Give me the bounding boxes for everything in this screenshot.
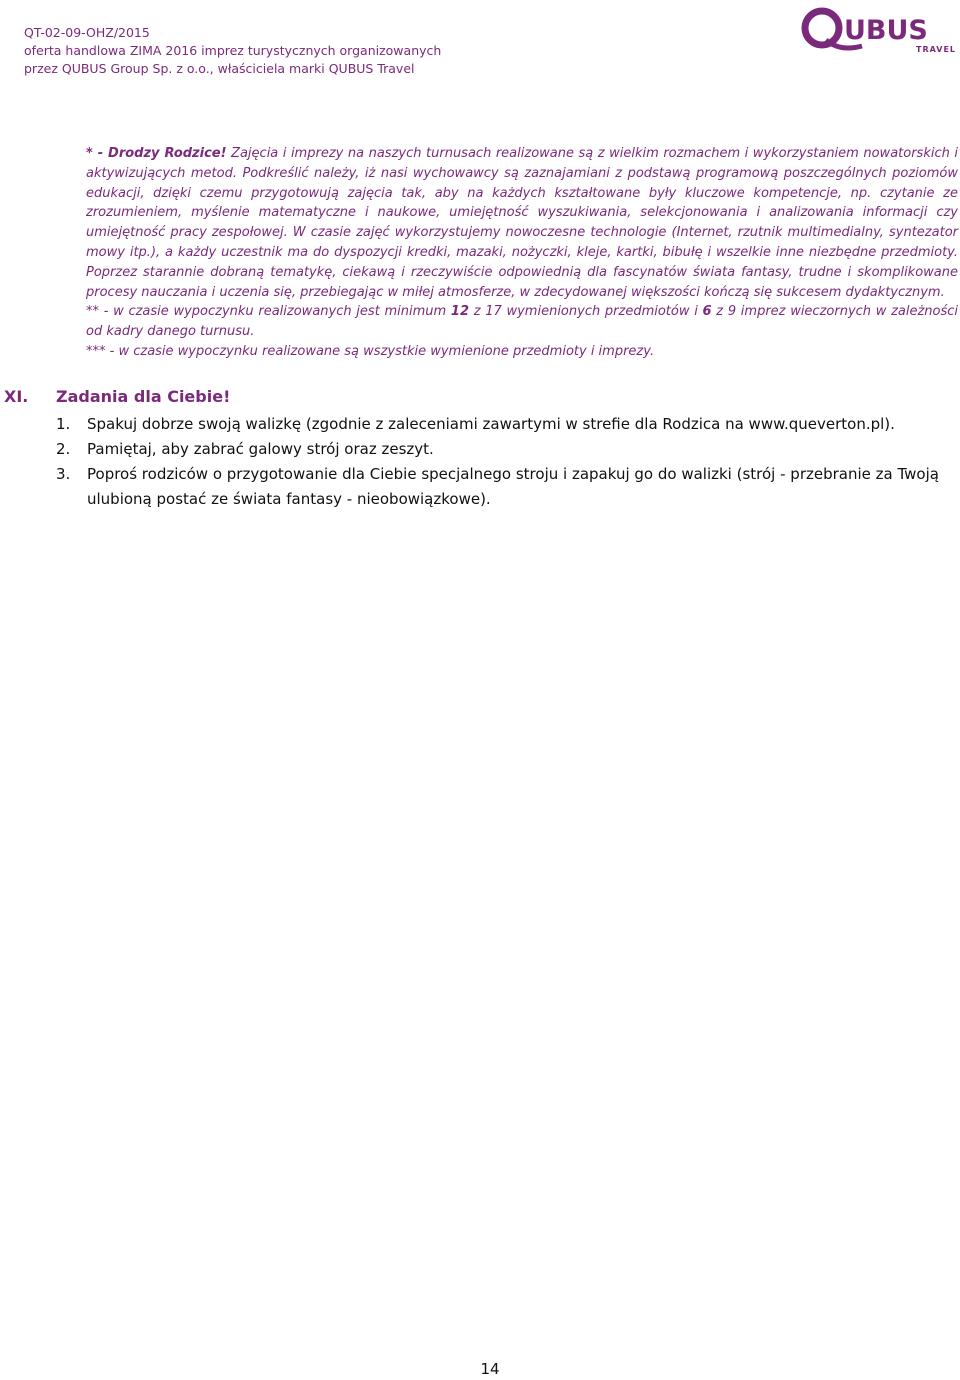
- task-list: [56, 412, 960, 512]
- task-text: Pamiętaj, aby zabrać galowy strój oraz zeszyt.: [87, 440, 434, 458]
- note-1: [86, 144, 958, 302]
- task-item: [56, 462, 960, 512]
- task-text: Poproś rodziców o przygotowanie dla Ciebie specjalnego stroju i zapakuj go do walizki (strój - przebranie za Twoją ulubioną postać ze świata fantasy - nieobowiązkowe).: [87, 465, 939, 508]
- logo-subtitle: TRAVEL: [916, 45, 957, 54]
- note-3: *** - w czasie wypoczynku realizowane są wszystkie wymienione przedmioty i imprezy.: [86, 343, 655, 359]
- task-text: Spakuj dobrze swoją walizkę (zgodnie z zaleceniami zawartymi w strefie dla Rodzica na www.queverton.pl).: [87, 415, 895, 433]
- header-code: QT-02-09-OHZ/2015: [24, 25, 150, 40]
- task-number: 3.: [56, 465, 71, 483]
- logo-wordmark: UBUS: [844, 15, 928, 46]
- note-2-number-1: 12: [450, 304, 469, 320]
- note-2-part-b: z 17 wymienionych przedmiotów i: [469, 304, 703, 320]
- task-item: [56, 412, 960, 437]
- note-2-part-c: z 9 imprez wieczornych w zależności od kadry danego turnusu.: [86, 304, 959, 340]
- header-offer: oferta handlowa ZIMA 2016 imprez turystycznych organizowanych: [24, 43, 442, 58]
- task-number: 2.: [56, 440, 71, 458]
- task-item: [56, 437, 960, 462]
- note-1-lead: * - Drodzy Rodzice!: [86, 146, 227, 161]
- note-2-part-a: ** - w czasie wypoczynku realizowanych jest minimum: [86, 304, 451, 320]
- header-company: przez QUBUS Group Sp. z o.o., właściciela marki QUBUS Travel: [24, 61, 415, 76]
- section-title: Zadania dla Ciebie!: [56, 387, 231, 406]
- footnotes: [86, 144, 958, 362]
- note-1-body: Zajęcia i imprezy na naszych turnusach realizowane są z wielkim rozmachem i wykorzystaniem nowatorskich i aktywizujących metod. Podkreślić należy, iż nasi wychowawcy są zaznajamiani z podstawą programową poszczególnych poziomów edukacji, dzięki czemu przygotowują zajęcia tak, aby na każdych kształtowane były kluczowe kompetencje, np. czytanie ze zrozumieniem, myślenie matematyczne i naukowe, umiejętność wyszukiwania, selekcjonowania i analizowania informacji czy umiejętność pracy zespołowej. W czasie zajęć wykorzystujemy nowoczesne technologie (Internet, rzutnik multimedialny, syntezator mowy itp.), a każdy uczestnik ma do dyspozycji kredki, mazaki, nożyczki, kleje, kartki, bibułę i wszelkie inne niezbędne przedmioty. Poprzez starannie dobraną tematykę, ciekawą i rzeczywiście odpowiednią dla fascynatów świata fantasy, trudne i skomplikowane procesy nauczania i uczenia się, przebiegając w miłej atmosferze, w zdecydowanej większości kończą się sukcesem dydaktycznym.: [86, 146, 958, 300]
- document-header: [24, 24, 441, 78]
- page-number: 14: [480, 1360, 500, 1378]
- task-number: 1.: [56, 415, 71, 433]
- section-number: XI.: [4, 387, 29, 406]
- logo-q-ring: [805, 11, 839, 45]
- qubus-logo: [800, 6, 960, 56]
- note-2: [86, 302, 958, 342]
- note-2-number-2: 6: [702, 304, 712, 320]
